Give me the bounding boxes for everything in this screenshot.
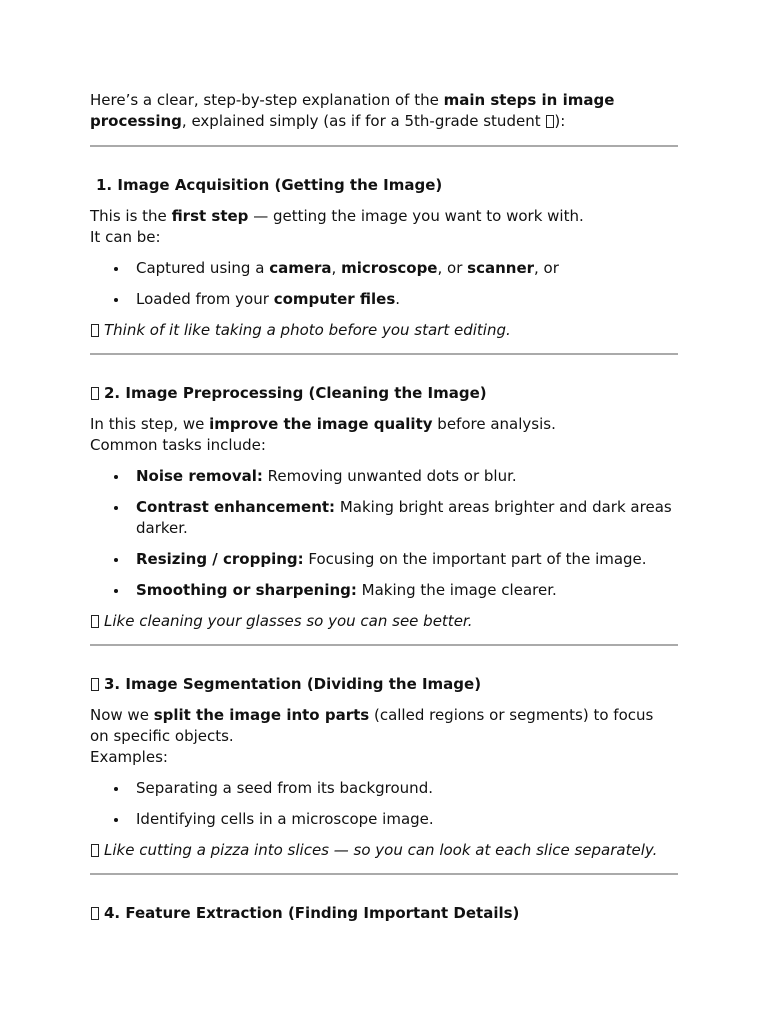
bullet-list [90, 466, 678, 601]
note-text: Think of it like taking a photo before you start editing. [104, 321, 511, 339]
section-heading [90, 903, 675, 924]
missing-glyph-icon [91, 678, 99, 691]
intro-text: Here’s a clear, step-by-step explanation of the [90, 91, 444, 109]
paragraph-text: Examples: [90, 748, 168, 766]
missing-glyph-icon [91, 907, 99, 920]
section-note [90, 611, 675, 632]
item-text: Making bright areas brighter and dark areas darker. [136, 498, 672, 537]
paragraph-text: It can be: [90, 228, 161, 246]
section-note [90, 320, 675, 341]
intro-text: ): [554, 112, 566, 130]
paragraph-text: before analysis. [432, 415, 556, 433]
item-text: Making the image clearer. [356, 581, 557, 599]
emphasis-text: Noise removal: [136, 467, 263, 485]
section-paragraph [90, 705, 675, 768]
list-item [136, 778, 678, 799]
emphasis-text: camera [269, 259, 332, 277]
document-page [90, 90, 678, 934]
section-paragraph [90, 206, 675, 248]
item-text: , or [534, 259, 559, 277]
item-text: Loaded from your [136, 290, 274, 308]
emphasis-text: first step [171, 207, 249, 225]
list-item [136, 258, 678, 279]
paragraph-text: In this step, we [90, 415, 210, 433]
intro-emphasis: main steps in image processing [90, 91, 615, 130]
intro-paragraph [90, 90, 675, 132]
section-heading [90, 674, 675, 695]
item-text: . [395, 290, 401, 308]
list-item [136, 809, 678, 830]
section-heading [90, 383, 675, 404]
note-text: Like cutting a pizza into slices — so you can look at each slice separately. [104, 841, 658, 859]
bullet-list [90, 778, 678, 830]
emphasis-text: Resizing / cropping: [136, 550, 304, 568]
emphasis-text: Contrast enhancement: [136, 498, 336, 516]
emphasis-text: computer files [273, 290, 396, 308]
list-item [136, 497, 678, 539]
section-heading: 1. Image Acquisition (Getting the Image) [96, 176, 443, 194]
section-paragraph [90, 414, 675, 456]
paragraph-text: — getting the image you want to work with. [248, 207, 584, 225]
intro-text: , explained simply (as if for a 5th-grade student [181, 112, 546, 130]
heading-text: 3. Image Segmentation (Dividing the Image) [104, 675, 482, 693]
item-text: Separating a seed from its background. [136, 779, 433, 797]
bullet-list [90, 258, 678, 310]
list-item [136, 549, 678, 570]
emphasis-text: split the image into parts [153, 706, 370, 724]
item-text: Focusing on the important part of the image. [303, 550, 647, 568]
section-divider [90, 873, 678, 875]
heading-text: 2. Image Preprocessing (Cleaning the Image) [104, 384, 487, 402]
missing-glyph-icon [91, 844, 99, 857]
item-text: Identifying cells in a microscope image. [136, 810, 434, 828]
emphasis-text: microscope [341, 259, 438, 277]
item-text: Removing unwanted dots or blur. [262, 467, 517, 485]
emphasis-text: improve the image quality [209, 415, 433, 433]
section-divider [90, 353, 678, 355]
section-note [90, 840, 675, 861]
heading-text: 4. Feature Extraction (Finding Important Details) [104, 904, 520, 922]
missing-glyph-icon [91, 387, 99, 400]
item-text: , [331, 259, 342, 277]
list-item [136, 580, 678, 601]
section-divider [90, 644, 678, 646]
paragraph-text: (called regions or segments) to focus on specific objects. [90, 706, 654, 745]
section-divider [90, 145, 678, 147]
emphasis-text: Smoothing or sharpening: [136, 581, 357, 599]
item-text: , or [437, 259, 468, 277]
paragraph-text: This is the [90, 207, 172, 225]
emphasis-text: scanner [467, 259, 535, 277]
list-item [136, 289, 678, 310]
paragraph-text: Now we [90, 706, 154, 724]
list-item [136, 466, 678, 487]
missing-glyph-icon [91, 615, 99, 628]
item-text: Captured using a [136, 259, 270, 277]
missing-glyph-icon [91, 324, 99, 337]
paragraph-text: Common tasks include: [90, 436, 266, 454]
note-text: Like cleaning your glasses so you can see better. [104, 612, 473, 630]
